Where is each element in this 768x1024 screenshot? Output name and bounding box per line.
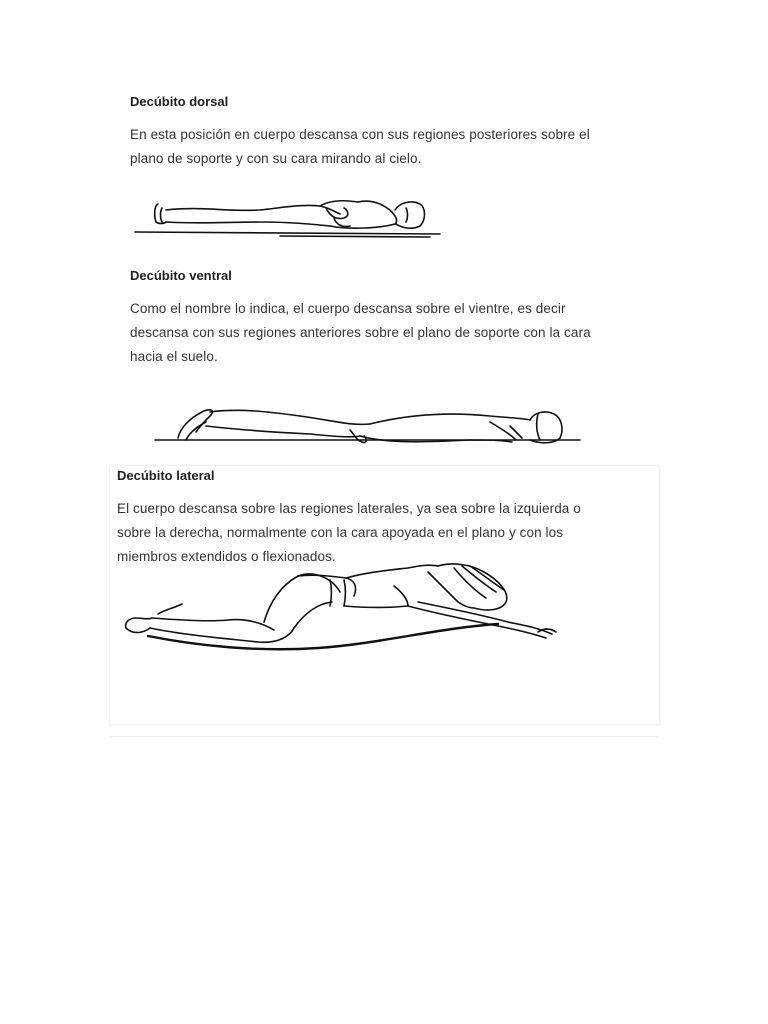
prone-body-illustration bbox=[150, 400, 590, 458]
section-text-line: hacia el suelo. bbox=[130, 349, 218, 364]
page-divider bbox=[110, 736, 658, 737]
section-decubito-lateral bbox=[117, 468, 617, 569]
lateral-body-illustration bbox=[118, 562, 568, 662]
section-decubito-ventral bbox=[130, 268, 630, 369]
section-title: Decúbito ventral bbox=[130, 268, 232, 283]
section-title: Decúbito lateral bbox=[117, 468, 215, 483]
supine-body-illustration bbox=[130, 188, 450, 248]
section-text-line: plano de soporte y con su cara mirando al cielo. bbox=[130, 151, 422, 166]
section-text-line: Como el nombre lo indica, el cuerpo descansa sobre el vientre, es decir bbox=[130, 301, 566, 316]
section-text-line: sobre la derecha, normalmente con la cara apoyada en el plano y con los bbox=[117, 525, 564, 540]
section-decubito-dorsal bbox=[130, 94, 630, 171]
section-title: Decúbito dorsal bbox=[130, 94, 229, 109]
section-text-line: En esta posición en cuerpo descansa con sus regiones posteriores sobre el bbox=[130, 127, 590, 142]
section-text-line: El cuerpo descansa sobre las regiones laterales, ya sea sobre la izquierda o bbox=[117, 501, 581, 516]
section-text-line: miembros extendidos o flexionados. bbox=[117, 549, 336, 564]
section-text-line: descansa con sus regiones anteriores sobre el plano de soporte con la cara bbox=[130, 325, 591, 340]
